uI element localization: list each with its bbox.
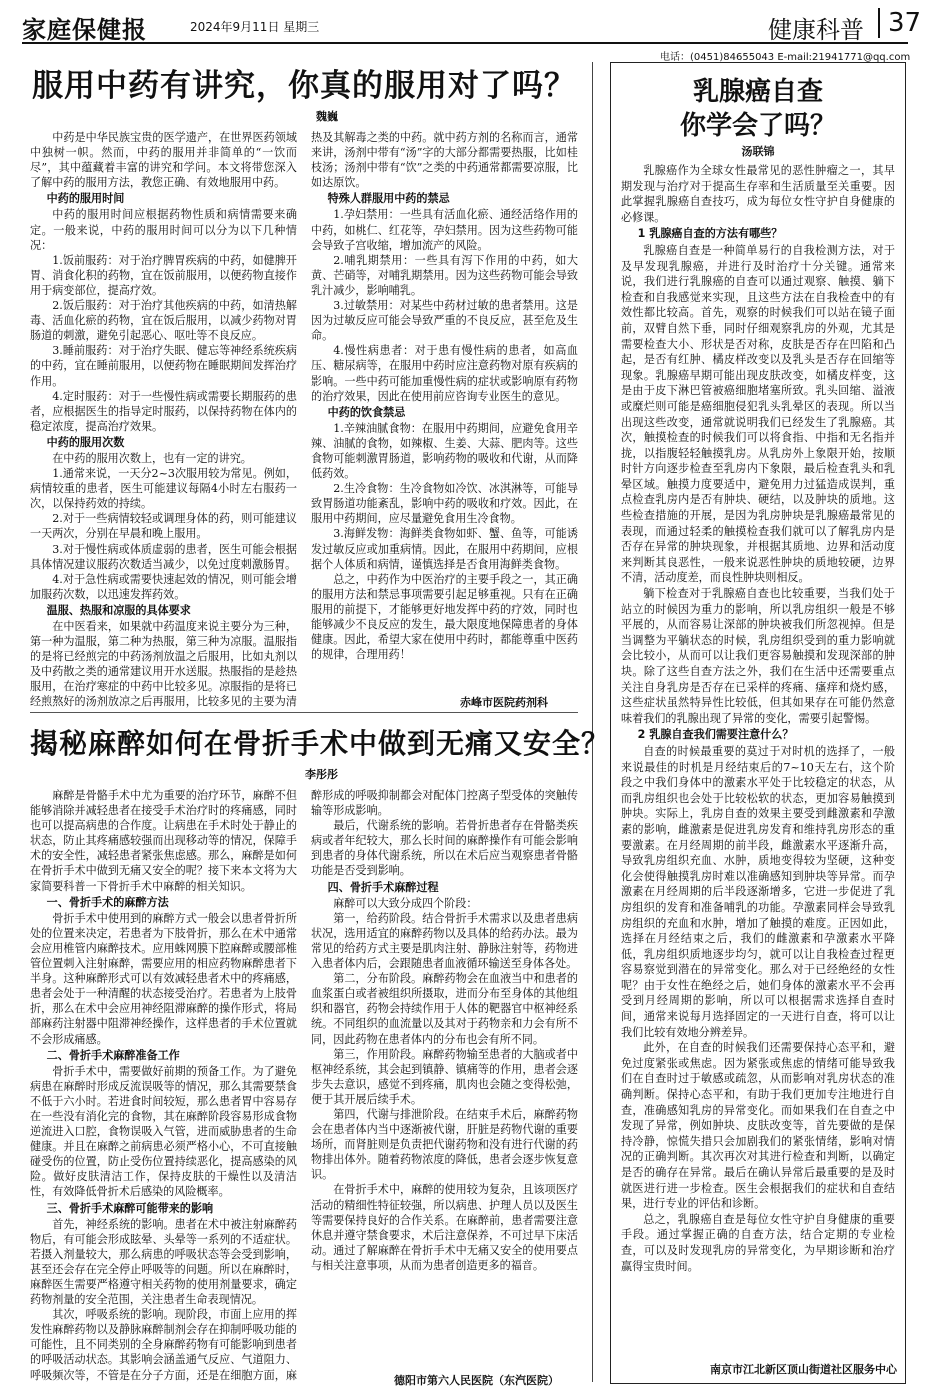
article-tcm [30,66,578,709]
section-heading: 二、骨折手术麻醉准备工作 [46,1048,180,1062]
paragraph: 4.对于急性病或需要快速起效的情况，则可能会增加服药次数，以迅速发挥药效。 [30,572,297,601]
paragraph: 2.对于一些病情较轻或调理身体的药，则可能建议一天两次，分别在早晨和晚上服用。 [30,512,297,541]
paragraph: 第一，给药阶段。结合骨折手术需求以及患者患病状况，选用适宜的麻醉药物以及具体的给药办法。最为常见的给药方式主要是肌肉注射、静脉注射等，药物进入患者体内后，会跟随患者血液循环输送至身体各处。 [311,911,578,971]
article-tcm-source: 赤峰市医院药剂科 [460,696,548,709]
paragraph: 第二，分布阶段。麻醉药物会在血液当中和患者的血浆蛋白或者被组织所摄取，进而分布至身体的其他组织和器官，药物会持续作用于人体的靶器官中枢神经系统。不同组织的血流量以及其对于药物亲和力会有所不同，因此药物在患者体内的分布也会有所不同。 [311,972,578,1046]
issue-date: 2024年9月11日 星期三 [190,20,320,34]
section-heading: 中药的服用次数 [46,435,125,449]
paragraph: 2.哺乳期禁用：一些具有泻下作用的中药，如大黄、芒硝等，对哺乳期禁用。因为这些药物可能会导致乳汁减少，影响哺乳。 [311,253,578,297]
article-breast-body [621,163,895,1343]
paragraph: 2.饭后服药：对于治疗其他疾病的中药，如清热解毒、活血化瘀的药物，宜在饭后服用，以减少药物对胃肠道的刺激，避免引起恶心、呕吐等不良反应。 [30,299,297,343]
paragraph: 3.对于慢性病或体质虚弱的患者，医生可能会根据具体情况建议服药次数适当减少，以免过度刺激肠胃。 [30,542,297,571]
paragraph: 总之，乳腺癌自查是每位女性守护自身健康的重要手段。通过掌握正确的自查方法，结合定期的专业检查，可以及时发现乳房的异常变化，为早期诊断和治疗赢得宝贵时间。 [621,1212,895,1273]
paragraph: 1.饭前服药：对于治疗脾胃疾病的中药，如健脾开胃、消食化积的药物，宜在饭前服用，以便药物直接作用于病变部位，提高疗效。 [30,253,297,297]
paragraph: 3.海鲜发物：海鲜类食物如虾、蟹、鱼等，可能诱发过敏反应或加重病情。因此，在服用中药期间，应根据个人体质和病情，谨慎选择是否食用海鲜类食物。 [311,527,578,571]
paragraph: 3.过敏禁用：对某些中药材过敏的患者禁用。这是因为过敏反应可能会导致严重的不良反应，甚至危及生命。 [311,299,578,343]
newspaper-brand: 家庭保健报 [22,16,147,44]
section-heading: 温服、热服和凉服的具体要求 [46,603,191,617]
article-anesthesia-title: 揭秘麻醉如何在骨折手术中做到无痛又安全？ [30,727,611,760]
paragraph: 1.辛辣油腻食物：在服用中药期间，应避免食用辛辣、油腻的食物，如辣椒、生姜、大蒜、肥肉等。这些食物可能刺激胃肠道，影响药物的吸收和代谢，从而降低药效。 [311,421,578,481]
paragraph: 麻醉是骨骼手术中尤为重要的治疗环节，麻醉不但能够消除并减轻患者在接受手术治疗时的疼痛感，同时也可以提高病患的合作度。让病患在手术时处于静止的状态，防止其疼痛感较强而出现移动等的情况，保障手术的安全性，减轻患者紧张焦虑感。那么，麻醉是如何在骨折手术中做到无痛又安全的呢？接下来本文将为大家简要科普一下骨折手术中麻醉的相关知识。 [30,789,297,893]
paragraph: 乳腺癌自查是一种简单易行的自我检测方法，对于及早发现乳腺癌，并进行及时治疗十分关键。通常来说，我们进行乳腺癌的自查可以通过观察、触摸、躺下检查和自我感觉来实现，且这些方法在自我检查中的有效性都比较高。首先，观察的时候我们可以站在镜子面前，双臂自然下垂，同时仔细观察乳房的外观，尤其是需要检查大小、形状是否对称，皮肤是否存在凹陷和凸起，是否有红肿、橘皮样改变以及乳头是否存在回缩等现象。乳腺癌早期可能出现皮肤改变，如橘皮样变，这是由于皮下淋巴管被癌细胞堵塞所致。乳头回缩、溢液或糜烂则可能是癌细胞侵犯乳头乳晕区的表现。所以当出现这些改变，通常就说明我们已经发生了乳腺癌。其次，触摸检查的时候我们可以将食指、中指和无名指并拢，以指腹轻轻触摸乳房。从乳房外上象限开始，按顺时针方向逐步检查至乳房内下象限，最后检查乳头和乳晕区域。触摸力度要适中，避免用力过猛造成误判，重点检查乳房内是否有肿块、硬结，以及肿块的质地。这些检查措施的开展，是因为乳房肿块是乳腺癌最常见的表现，而通过轻柔的触摸检查我们就可以了解乳房内是否存在异常的肿块现象，并根据其质地、边界和活动度来判断其良恶性，一般来说恶性肿块的质地较硬，边界不清，活动度差，而良性肿块则相反。 [621,243,895,585]
section-heading: 1 乳腺癌自查的方法有哪些？ [637,227,783,241]
paragraph: 在中药的服用次数上，也有一定的讲究。 [52,451,252,465]
article-divider [30,712,578,713]
paragraph: 4.慢性病患者：对于患有慢性病的患者，如高血压、糖尿病等，在服用中药时应注意药物对原有疾病的影响。一些中药可能加重慢性病的症状或影响原有药物的治疗效果，因此在使用前应咨询专业医生的意见。 [311,344,578,403]
section-heading: 2 乳腺自查我们需要注意什么？ [637,728,794,742]
paragraph: 第三，作用阶段。麻醉药物输至患者的大脑或者中枢神经系统，其会起到镇静、镇痛等的作用，患者会逐步失去意识，感觉不到疼痛，肌肉也会随之变得松弛，便于其开展后续手术。 [311,1047,578,1106]
article-anesthesia-source: 德阳市第六人民医院（东汽医院） [394,1374,559,1387]
paragraph: 中药是中华民族宝贵的医学遗产，在世界医药领域中独树一帜。然而，中药的服用并非简单的“一饮而尽”，其中蕴藏着丰富的讲究和学问。本文将带您深入了解中药的服用方法，教您正确、有效地服用中药。 [30,131,297,190]
masthead [22,8,922,44]
section-heading: 一、骨折手术的麻醉方法 [46,895,169,909]
paragraph: 自查的时候最重要的莫过于对时机的选择了，一般来说最佳的时机是月经结束后的7~10天左右，这个阶段之中我们身体中的激素水平处于比较稳定的状态，从而乳房组织也会处于比较松软的状态，更加容易触摸到肿块。实际上，乳房自查的效果主要受到雌激素和孕激素的影响，雌激素是促进乳房发育和维持乳房形态的重要激素。在月经周期的前半段，雌激素水平逐渐升高，导致乳房组织充血、水肿，质地变得较为坚硬，这种变化会使得触摸乳房时难以准确感知到肿块等异常。而孕激素在月经周期的后半段逐渐增多，它进一步促进了乳房组织的发育和准备哺乳的功能。孕激素同样会导致乳房组织的充血和水肿，增加了触摸的难度。正因如此，选择在月经结束之后，我们的雌激素和孕激素水平降低，乳房组织质地逐步均匀，就可以让自我检查过程更容易察觉到潜在的异常变化。那么对于已经绝经的女性呢？由于女性在绝经之后，她们身体的激素水平不会再受到月经周期的影响，所以可以根据需求选择自查时间，通常来说每月选择固定的一天进行自查，将可以让我们比较有效地分辨差异。 [621,744,895,1039]
page-number: 37 [878,8,921,38]
paragraph: 3.睡前服药：对于治疗失眠、健忘等神经系统疾病的中药，宜在睡前服用，以便药物在睡眠期间发挥治疗作用。 [30,344,297,388]
paragraph: 1.孕妇禁用：一些具有活血化瘀、通经活络作用的中药，如桃仁、红花等，孕妇禁用。因为这些药物可能会导致子宫收缩，增加流产的风险。 [311,208,578,252]
article-breast-title-line2: 你学会了吗？ [679,111,836,141]
article-breast-source: 南京市江北新区顶山街道社区服务中心 [710,1363,897,1376]
article-breast-author: 汤联锦 [741,145,775,158]
paragraph: 1.通常来说，一天分2~3次服用较为常见。例如，病情较重的患者，医生可能建议每隔4小时左右服药一次，以保持药效的持续。 [30,467,297,511]
paragraph: 首先，神经系统的影响。患者在术中被注射麻醉药物后，有可能会形成眩晕、头晕等一系列的不适症状。若摄入剂量较大，那么病患的呼吸状态等会受到影响，甚至还会存在完全停止呼吸等的问题。所以在麻醉时，麻醉医生需要严格遵守相关药物的使用剂量要求，确定药物剂量的安全范围，关注患者生命表现情况。 [30,1217,297,1307]
section-name: 健康科普 [768,16,864,44]
paragraph: 躺下检查对于乳腺癌自查也比较重要，当我们处于站立的时候因为重力的影响，所以乳房组织一般是不够平展的，从而容易让深部的肿块被我们所忽视掉。但是当调整为平躺状态的时候，乳房组织受到的重力影响就会比较小，从而可以让我们更容易触摸和发现深部的肿块。除了这些自查方法之外，我们在生活中还需要重点关注自身乳房是否存在已采样的疼痛、瘙痒和烧灼感，这些症状虽然特异性比较低，但其如果存在可能仍然意味着我们的乳腺出现了异常的变化，需要引起警惕。 [621,587,895,725]
paragraph: 最后，代谢系统的影响。若骨折患者存在骨骼类疾病或者年纪较大，那么长时间的麻醉操作有可能会影响到患者的身体代谢系统，所以在术后应当观察患者骨骼功能是否受到影响。 [311,819,578,878]
section-heading: 特殊人群服用中药的禁忌 [327,192,450,206]
paragraph: 中药的服用时间应根据药物性质和病情需要来确定。一般来说，中药的服用时间可以分为以下几种情况： [30,208,297,252]
paragraph: 骨折手术中使用到的麻醉方式一般会以患者骨折所处的位置来决定，若患者为下肢骨折，那么在术中通常会应用椎管内麻醉技术。应用蛛网膜下腔麻醉或腰部椎管位置刺入注射麻醉，需要应用的相应药物麻醉患者下半身。这种麻醉形式可以有效减轻患者术中的疼痛感，患者会处于一种清醒的状态接受治疗。若患者为上肢骨折，那么在术中会应用神经阻滞麻醉的操作形式，将局部麻药注射器中阻滞神经操作，这样患者的手术位置就不会形成痛感。 [30,911,297,1046]
article-anesthesia-body [30,788,578,1388]
paragraph: 2.生冷食物：生冷食物如冷饮、冰淇淋等，可能导致胃肠道功能紊乱，影响中药的吸收和疗效。因此，在服用中药期间，应尽量避免食用生冷食物。 [311,482,578,526]
section-heading: 四、骨折手术麻醉过程 [327,880,439,894]
article-tcm-title: 服用中药有讲究，你真的服用对了吗？ [32,68,576,104]
paragraph: 乳腺癌作为全球女性最常见的恶性肿瘤之一，其早期发现与治疗对于提高生存率和生活质量至关重要。因此掌握乳腺癌自查技巧，成为每位女性守护自身健康的必修课。 [621,164,895,224]
article-breast-title-line1: 乳腺癌自查 [692,77,823,107]
paragraph: 第四，代谢与排泄阶段。在结束手术后，麻醉药物会在患者体内当中逐渐被代谢，肝脏是药物代谢的重要场所，而肾脏则是负责把代谢药物和没有进行代谢的药物排出体外。随着药物浓度的降低，患者会逐步恢复意识。 [311,1107,578,1182]
paragraph: 此外，在自查的时候我们还需要保持心态平和，避免过度紧张或焦虑。因为紧张或焦虑的情绪可能导致我们在自查时过于敏感或疏忽，从而影响对乳房状态的准确判断。保持心态平和，有助于我们更加专注地进行自查，准确感知乳房的异常变化。而如果我们在自查之中发现了异常，例如肿块、皮肤改变等，首先要做的是保持冷静，惊慌失措只会加剧我们的紧张情绪，影响对情况的正确判断。其次再次对其进行检查和判断，以确定是否的确存在异常。最后在确认异常后最重要的是及时就医进行进一步检查。医生会根据我们的症状和自查结果，进行专业的评估和诊断。 [621,1041,895,1211]
contact-line: 电话：(0451)84655043 E-mail:21941771@qq.com [660,52,911,63]
paragraph: 其次，呼吸系统的影响。现阶段，市面上应用的挥发性麻醉药物以及静脉麻醉制剂会存在抑制呼吸功能的可能性，且不同类别的全身麻醉药物有可能影响到患者的呼吸活动状态。其影响会涵盖通气反应、气道阻力、呼吸频次等，不管是在分子方面，还是在细胞方面，麻醉形成的呼吸抑制都会对配体门控离子型受体的突触传输等形成影响。 [30,789,578,1382]
paragraph: 麻醉可以大致分成四个阶段： [333,896,478,910]
paragraph: 在中医看来，如果就中药温度来说主要分为三种，第一种为温服，第二种为热服，第三种为凉服。温服指的是将已经煎完的中药汤剂放温之后服用，比如丸剂以及中药散之类的通常建议用开水送服。热服指的是趁热服用，在治疗寒症的中药中比较多见。凉服指的是将已经煎熬好的汤剂放凉之后再服用，比较多见的主要为清热及其解毒之类的中药。就中药方剂的名称而言，通常来讲，汤剂中带有“汤”字的大部分都需要热服，比如桂枝汤；汤剂中带有“饮”之类的中药通常都需要凉服，比如达原饮。 [30,131,578,709]
paragraph: 总之，中药作为中医治疗的主要手段之一，其正确的服用方法和禁忌事项需要引起足够重视。只有在正确服用的前提下，才能够更好地发挥中药的疗效，同时也能够减少不良反应的发生，最大限度地保障患者的身体健康。因此，希望大家在使用中药时，都能尊重中医药的规律，合理用药！ [311,572,578,662]
section-heading: 三、骨折手术麻醉可能带来的影响 [46,1201,214,1215]
paragraph: 骨折手术中，需要做好前期的预备工作。为了避免病患在麻醉时形成反流误吸等的情况，那么其需要禁食不低于六小时。若进食时间较短，那么患者胃中容易存在一些没有消化完的食物，其在麻醉阶段容易形成食物逆流进入口腔，食物误吸入气管，进而威胁患者的生命健康。并且在麻醉之前病患必须严格小心，不可直接触碰受伤的位置，防止受伤位置持续恶化，提高感染的风险。做好皮肤清洁工作，保持皮肤的干燥性以及清洁性，有效降低骨折术后感染的风险概率。 [30,1064,297,1199]
section-heading: 中药的服用时间 [46,192,125,206]
article-tcm-author: 魏巍 [316,110,338,123]
article-anesthesia-author: 李彤彤 [305,768,338,781]
paragraph: 4.定时服药：对于一些慢性病或需要长期服药的患者，应根据医生的指导定时服药，以保持药物在体内的稳定浓度，提高治疗效果。 [30,389,297,433]
article-tcm-body [30,130,578,710]
paragraph: 在骨折手术中，麻醉的使用较为复杂，且该项医疗活动的精细性特征较强，所以病患、护理人员以及医生等需要保持良好的合作关系。在麻醉前，患者需要注意休息并遵守禁食要求，术后注意保养，不可过早下床活动。通过了解麻醉在骨折手术中无痛又安全的使用要点与相关注意事项，从而为患者创造更多的福音。 [311,1183,578,1272]
article-breast [610,62,906,1384]
section-heading: 中药的饮食禁忌 [327,405,406,419]
column-divider [592,62,593,1382]
